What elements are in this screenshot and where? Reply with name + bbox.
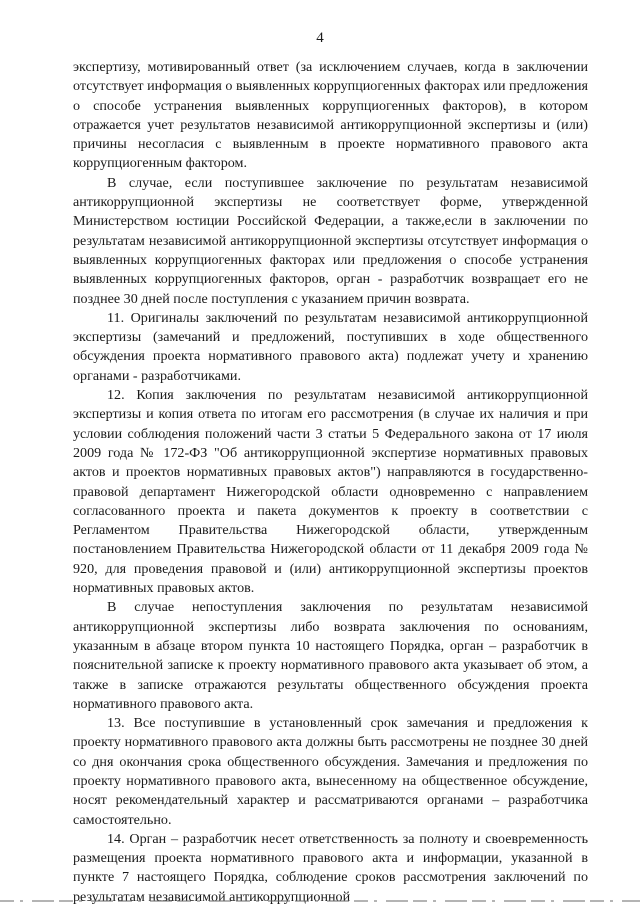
scan-edge-marks — [0, 897, 640, 905]
paragraph-continuation: экспертизу, мотивированный ответ (за исключением случаев, когда в заключении отсутствует информация о выявленных коррупциогенных факторах или предложения о способе устранения выявленных коррупциогенных факторов), в котором отражается учет результатов независимой антикоррупционной экспертизы и (или) причины несогласия с выявленным в проекте нормативного правового акта коррупциогенным фактором. — [73, 59, 588, 172]
paragraph-item-13: 13. Все поступившие в установленный срок замечания и предложения к проекту нормативного правового акта должны быть рассмотрены не позднее 30 дней со дня окончания срока общественного обсуждения. Замечания и предложения по проекту нормативного правового акта, вынесенному на общественное обсуждение, носят рекомендательный характер и рассматриваются органами – разработчика самостоятельно. — [73, 715, 588, 828]
document-body — [73, 58, 588, 905]
paragraph-item-12: 12. Копия заключения по результатам независимой антикоррупционной экспертизы и копия ответа по итогам его рассмотрения (в случае их наличия и при условии соблюдения положений части 3 статьи 5 Федерального закона от 17 июля 2009 года № 172-ФЗ "Об антикоррупционной экспертизе нормативных правовых актов и проектов нормативных правовых актов") направляются в государственно-правовой департамент Нижегородской области одновременно с направлением согласованного проекта и пакета документов к проекту в соответствии с Регламентом Правительства Нижегородской области, утвержденным постановлением Правительства Нижегородской области от 11 декабря 2009 года № 920, для проведения правовой и (или) антикоррупционной экспертизы проектов нормативных правовых актов. — [73, 387, 588, 597]
paragraph-item-11: 11. Оригиналы заключений по результатам независимой антикоррупционной экспертизы (замечаний и предложений, поступивших в ходе общественного обсуждения проекта нормативного правового акта) подлежат учету и хранению органами - разработчиками. — [73, 309, 588, 384]
paragraph-no-submission: В случае непоступления заключения по результатам независимой антикоррупционной экспертизы либо возврата заключения по основаниям, указанным в абзаце втором пункта 10 настоящего Порядка, орган – разработчик в пояснительной записке к проекту нормативного правового акта указывает об этом, а также в записке отражаются результаты общественного обсуждения проекта нормативного правового акта. — [73, 599, 588, 712]
page-number: 4 — [316, 30, 324, 46]
paragraph-return-case: В случае, если поступившее заключение по результатам независимой антикоррупционной экспертизы не соответствует форме, утвержденной Министерством юстиции Российской Федерации, а также,если в заключении по результатам независимой антикоррупционной экспертизы отсутствует информация о выявленных коррупциогенных факторах или предложения о способе устранения выявленных коррупциогенных факторов, орган - разработчик возвращает его не позднее 30 дней после поступления с указанием причин возврата. — [73, 174, 588, 307]
paragraph-item-14: 14. Орган – разработчик несет ответственность за полноту и своевременность размещения проекта нормативного правового акта и информации, указанной в пункте 7 настоящего Порядка, соблюдение сроков рассмотрения заключений по результатам независимой антикоррупционной — [73, 830, 588, 905]
